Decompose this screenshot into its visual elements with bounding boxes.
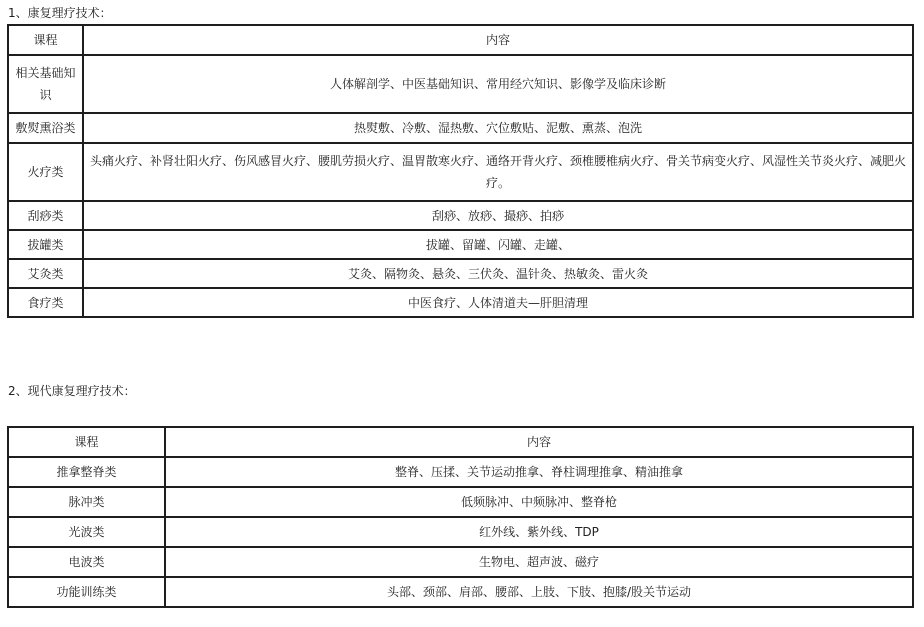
course-cell: 电波类 <box>8 547 165 577</box>
table-row <box>8 457 913 487</box>
table-row <box>8 487 913 517</box>
course-cell: 火疗类 <box>8 143 83 201</box>
course-cell: 光波类 <box>8 517 165 547</box>
modern-rehab-therapy-table <box>7 426 914 608</box>
content-cell: 人体解剖学、中医基础知识、常用经穴知识、影像学及临床诊断 <box>83 55 913 113</box>
table-row <box>8 288 913 317</box>
content-cell: 头痛火疗、补肾壮阳火疗、伤风感冒火疗、腰肌劳损火疗、温胃散寒火疗、通络开背火疗、颈椎腰椎病火疗、骨关节病变火疗、风湿性关节炎火疗、减肥火疗。 <box>83 143 913 201</box>
content-cell: 头部、颈部、肩部、腰部、上肢、下肢、抱膝/股关节运动 <box>165 577 913 607</box>
section-2-heading: 2、现代康复理疗技术： <box>8 384 136 398</box>
course-cell: 拔罐类 <box>8 230 83 259</box>
table-row <box>8 577 913 607</box>
content-cell: 中医食疗、人体清道夫—肝胆清理 <box>83 288 913 317</box>
table-row <box>8 547 913 577</box>
content-cell: 整脊、压揉、关节运动推拿、脊柱调理推拿、精油推拿 <box>165 457 913 487</box>
course-cell: 相关基础知识 <box>8 55 83 113</box>
rehab-therapy-table <box>7 24 914 318</box>
table-row <box>8 201 913 230</box>
course-cell: 艾灸类 <box>8 259 83 288</box>
header-course: 课程 <box>8 427 165 457</box>
content-cell: 拔罐、留罐、闪罐、走罐、 <box>83 230 913 259</box>
course-cell: 功能训练类 <box>8 577 165 607</box>
header-course: 课程 <box>8 25 83 55</box>
table-header-row <box>8 25 913 55</box>
content-cell: 刮痧、放痧、撮痧、拍痧 <box>83 201 913 230</box>
header-content: 内容 <box>83 25 913 55</box>
table-row <box>8 113 913 143</box>
table-row <box>8 230 913 259</box>
content-cell: 生物电、超声波、磁疗 <box>165 547 913 577</box>
course-cell: 食疗类 <box>8 288 83 317</box>
content-cell: 红外线、紫外线、TDP <box>165 517 913 547</box>
course-cell: 敷熨熏浴类 <box>8 113 83 143</box>
table-row <box>8 259 913 288</box>
header-content: 内容 <box>165 427 913 457</box>
table-row <box>8 517 913 547</box>
table-row <box>8 55 913 113</box>
table-header-row <box>8 427 913 457</box>
content-cell: 低频脉冲、中频脉冲、整脊枪 <box>165 487 913 517</box>
table-row <box>8 143 913 201</box>
course-cell: 推拿整脊类 <box>8 457 165 487</box>
course-cell: 刮痧类 <box>8 201 83 230</box>
course-cell: 脉冲类 <box>8 487 165 517</box>
section-1-heading: 1、康复理疗技术： <box>8 6 112 20</box>
content-cell: 艾灸、隔物灸、悬灸、三伏灸、温针灸、热敏灸、雷火灸 <box>83 259 913 288</box>
content-cell: 热熨敷、冷敷、湿热敷、穴位敷贴、泥敷、熏蒸、泡洗 <box>83 113 913 143</box>
